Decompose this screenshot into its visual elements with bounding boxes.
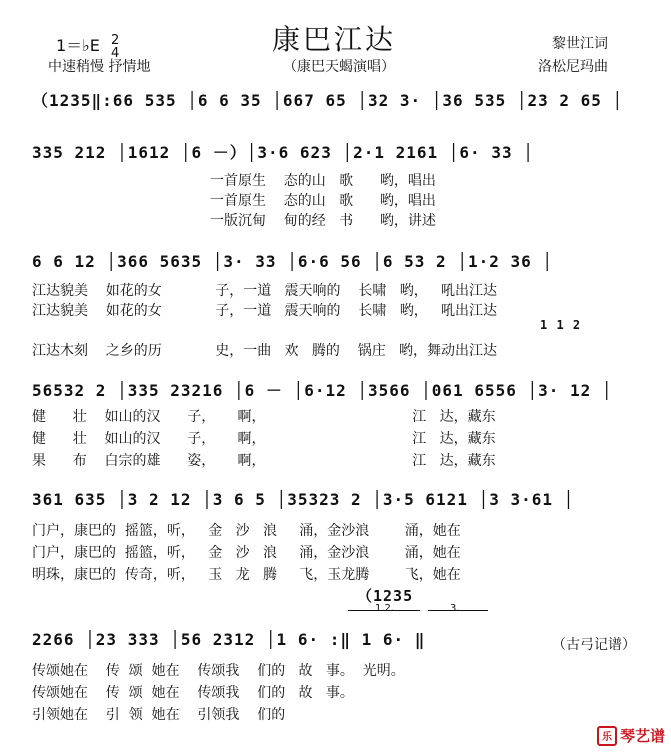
- logo-text: 琴艺谱: [619, 727, 665, 745]
- lyric-line: 引领她在 引 领 她在 引领我 们的: [32, 707, 286, 723]
- time-denominator: 4: [110, 45, 120, 61]
- ending-1-label: 1.2.: [375, 603, 395, 614]
- composer-credit: 洛松尼玛曲: [538, 59, 608, 75]
- time-numerator: 2: [110, 32, 120, 48]
- lyric-line: 一首原生 态的山 歌 哟，唱出: [32, 193, 436, 209]
- lyric-line: 一首原生 态的山 歌 哟，唱出: [32, 173, 436, 189]
- site-logo: [597, 725, 665, 746]
- logo-icon: 乐: [597, 726, 617, 746]
- score-system-2: 335 212 │1612 │6 －）│3·6 623 │2·1 2161 │6· 33 │: [32, 143, 534, 162]
- score-system-1: （1235‖:66 535 │6 6 35 │667 65 │32 3· │36 535 │23 2 65 │: [32, 91, 624, 110]
- song-title: 康巴江达: [272, 23, 397, 56]
- alt-notes: 1 1 2: [540, 318, 582, 332]
- lyric-line: 健 壮 如山的汉 子， 啊， 江 达，藏东: [32, 409, 496, 425]
- lyric-line: 传颂她在 传 颂 她在 传颂我 们的 故 事。 光明。: [32, 663, 405, 679]
- score-system-4: 56532 2 │335 23216 │6 － │6·12 │3566 │061 6556 │3· 12 │: [32, 381, 613, 400]
- ending-2-label: 3.: [450, 603, 460, 614]
- lyric-line: 江达貌美 如花的女 子，一道 震天响的 长啸 哟， 吼出江达: [32, 303, 498, 319]
- score-system-6: 2266 │23 333 │56 2312 │1 6· :‖ 1 6· ‖: [32, 630, 426, 649]
- lyric-line: 明珠，康巴的 传奇，听， 玉 龙 腾 飞，玉龙腾 飞，她在: [32, 567, 461, 583]
- performer-subtitle: （康巴天蝎演唱）: [283, 59, 395, 75]
- key-signature: 1＝♭E 2 4: [56, 32, 120, 61]
- lyric-line: 健 壮 如山的汉 子， 啊， 江 达，藏东: [32, 431, 496, 447]
- lyric-line: 传颂她在 传 颂 她在 传颂我 们的 故 事。: [32, 685, 354, 701]
- lyric-line: 一版沉甸 甸的经 书 哟，讲述: [32, 213, 436, 229]
- intro-repeat-label: （1235: [357, 587, 414, 605]
- lyricist-credit: 黎世江词: [552, 36, 608, 52]
- lyric-line: 果 布 白宗的雄 姿， 啊， 江 达，藏东: [32, 453, 496, 469]
- transcriber-note: （古弓记谱）: [552, 637, 636, 653]
- tempo-marking: 中速稍慢 抒情地: [48, 59, 151, 75]
- lyric-line: 江达木刻 之乡的历 史，一曲 欢 腾的 锅庄 哟，舞动出江达: [32, 343, 498, 359]
- score-system-5: 361 635 │3 2 12 │3 6 5 │35323 2 │3·5 6121 │3 3·61 │: [32, 490, 575, 509]
- lyric-line: 江达貌美 如花的女 子，一道 震天响的 长啸 哟， 吼出江达: [32, 283, 498, 299]
- lyric-line: 门户，康巴的 摇篮，听， 金 沙 浪 涌，金沙浪 涌，她在: [32, 545, 461, 561]
- score-system-3: 6 6 12 │366 5635 │3· 33 │6·6 56 │6 53 2 │1·2 36 │: [32, 252, 554, 271]
- lyric-line: 门户，康巴的 摇篮，听， 金 沙 浪 涌，金沙浪 涌，她在: [32, 523, 461, 539]
